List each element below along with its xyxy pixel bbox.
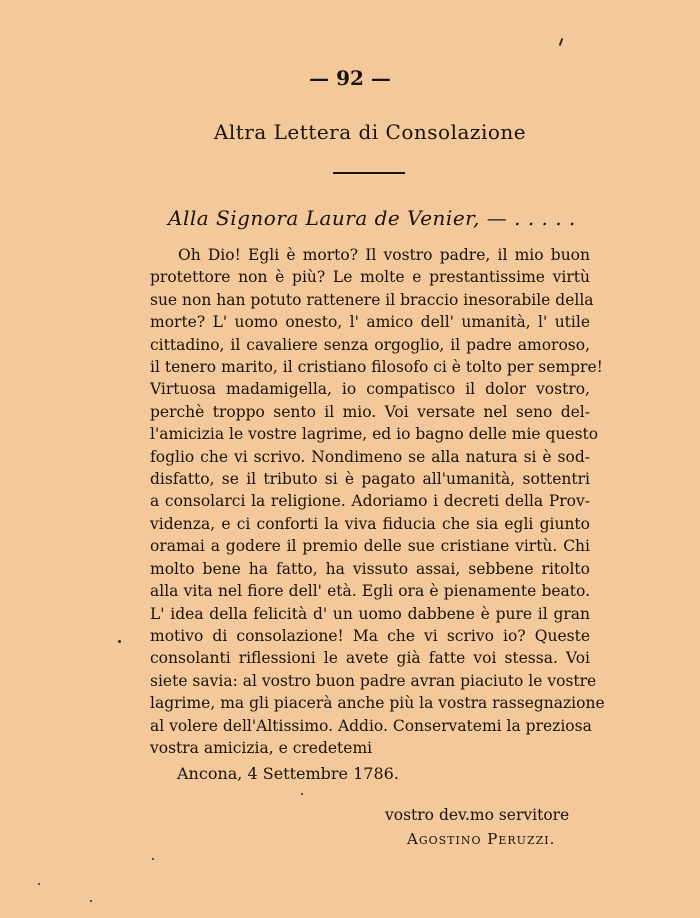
dateline: Ancona, 4 Settembre 1786. [177,764,399,783]
letter-body [150,244,605,759]
scan-speck [118,640,121,643]
body-line: sue non han potuto rattenere il braccio inesorabile della [150,290,594,309]
body-line: L' idea della felicità d' un uomo dabbene è pure il gran [150,604,590,623]
body-line: siete savia: al vostro buon padre avran piaciuto le vostre [150,671,597,690]
body-line: videnza, e ci conforti la viva fiducia che sia egli giunto [150,514,590,533]
scan-speck [152,858,154,860]
body-line: Virtuosa madamigella, io compatisco il dolor vostro, [150,380,590,399]
page-number: — 92 — [309,66,391,90]
body-line: molto bene ha fatto, ha vissuto assai, sebbene ritolto [150,559,590,578]
body-line: consolanti riflessioni le avete già fatte voi stessa. Voi [150,649,590,668]
body-line: foglio che vi scrivo. Nondimeno se alla natura si è sod- [150,447,590,466]
body-line: Oh Dio! Egli è morto? Il vostro padre, il mio buon [178,246,590,264]
body-line: cittadino, il cavaliere senza orgoglio, il padre amoroso, [150,335,590,354]
body-line: l'amicizia le vostre lagrime, ed io bagno delle mie questo [150,425,599,444]
closing-formula: vostro dev.mo servitore [385,806,570,824]
body-line: disfatto, se il tributo si è pagato all'umanità, sottentri [150,470,590,489]
body-line: motivo di consolazione! Ma che vi scrivo io? Queste [150,626,590,645]
scan-speck [559,38,564,46]
body-line: al volere dell'Altissimo. Addio. Conservatemi la preziosa [150,716,592,735]
body-line: protettore non è più? Le molte e prestantissime virtù [150,268,590,287]
scan-speck [90,900,92,902]
body-line: morte? L' uomo onesto, l' amico dell' umanità, l' utile [150,313,590,332]
body-line: vostra amicizia, e credetemi [150,738,373,757]
title-divider [333,172,405,174]
scan-speck [38,883,40,885]
signature: Agostino Peruzzi. [407,830,556,848]
letter-title: Altra Lettera di Consolazione [213,120,527,144]
scan-speck [301,793,303,795]
body-line: alla vita nel fiore dell' età. Egli ora è pienamente beato. [150,582,590,601]
body-line: oramai a godere il premio delle sue cristiane virtù. Chi [150,537,590,556]
salutation: Alla Signora Laura de Venier, — . . . . . [168,206,576,230]
body-line: il tenero marito, il cristiano filosofo ci è tolto per sempre! [150,358,603,377]
body-line: lagrime, ma gli piacerà anche più la vostra rassegnazione [150,694,605,713]
body-line: a consolarci la religione. Adoriamo i decreti della Prov- [150,492,590,511]
body-line: perchè troppo sento il mio. Voi versate nel seno del- [150,402,590,421]
